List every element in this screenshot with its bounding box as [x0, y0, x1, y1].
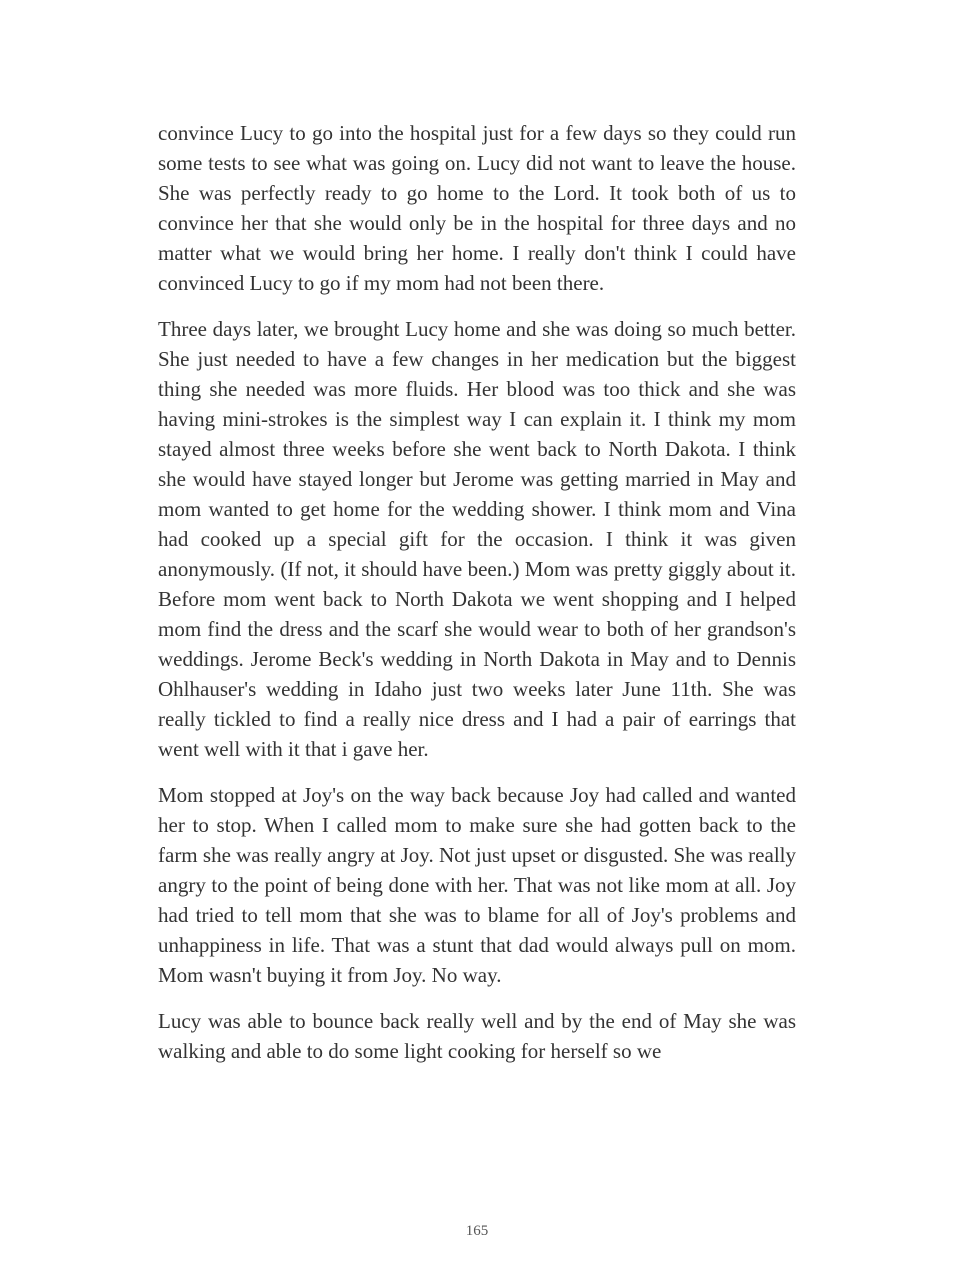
paragraph-2: Three days later, we brought Lucy home and she was doing so much better. She just needed to have a few changes in her medication but the biggest thing she needed was more fluids. Her blood was too thick and she was having mini-strokes is the simplest way I can explain it. I think my mom stayed almost three weeks before she went back to North Dakota. I think she would have stayed longer but Jerome was getting married in May and mom wanted to get home for the wedding shower. I think mom and Vina had cooked up a special gift for the occasion. I think it was given anonymously. (If not, it should have been.) Mom was pretty giggly about it. Before mom went back to North Dakota we went shopping and I helped mom find the dress and the scarf she would wear to both of her grandson's weddings. Jerome Beck's wedding in North Dakota in May and to Dennis Ohlhauser's wedding in Idaho just two weeks later June 11th. She was really tickled to find a really nice dress and I had a pair of earrings that went well with it that i gave her. — [158, 317, 796, 761]
body-text — [158, 118, 796, 1082]
page-number: 165 — [465, 1223, 489, 1239]
paragraph-3: Mom stopped at Joy's on the way back because Joy had called and wanted her to stop. When I called mom to make sure she had gotten back to the farm she was really angry at Joy. Not just upset or disgusted. She was really angry to the point of being done with her. That was not like mom at all. Joy had tried to tell mom that she was to blame for all of Joy's problems and unhappiness in life. That was a stunt that dad would always pull on mom. Mom wasn't buying it from Joy. No way. — [158, 783, 796, 987]
paragraph-4: Lucy was able to bounce back really well and by the end of May she was walking and able to do some light cooking for herself so we — [158, 1009, 796, 1063]
paragraph-1: convince Lucy to go into the hospital just for a few days so they could run some tests to see what was going on. Lucy did not want to leave the house. She was perfectly ready to go home to the Lord. It took both of us to convince her that she would only be in the hospital for three days and no matter what we would bring her home. I really don't think I could have convinced Lucy to go if my mom had not been there. — [158, 121, 796, 295]
